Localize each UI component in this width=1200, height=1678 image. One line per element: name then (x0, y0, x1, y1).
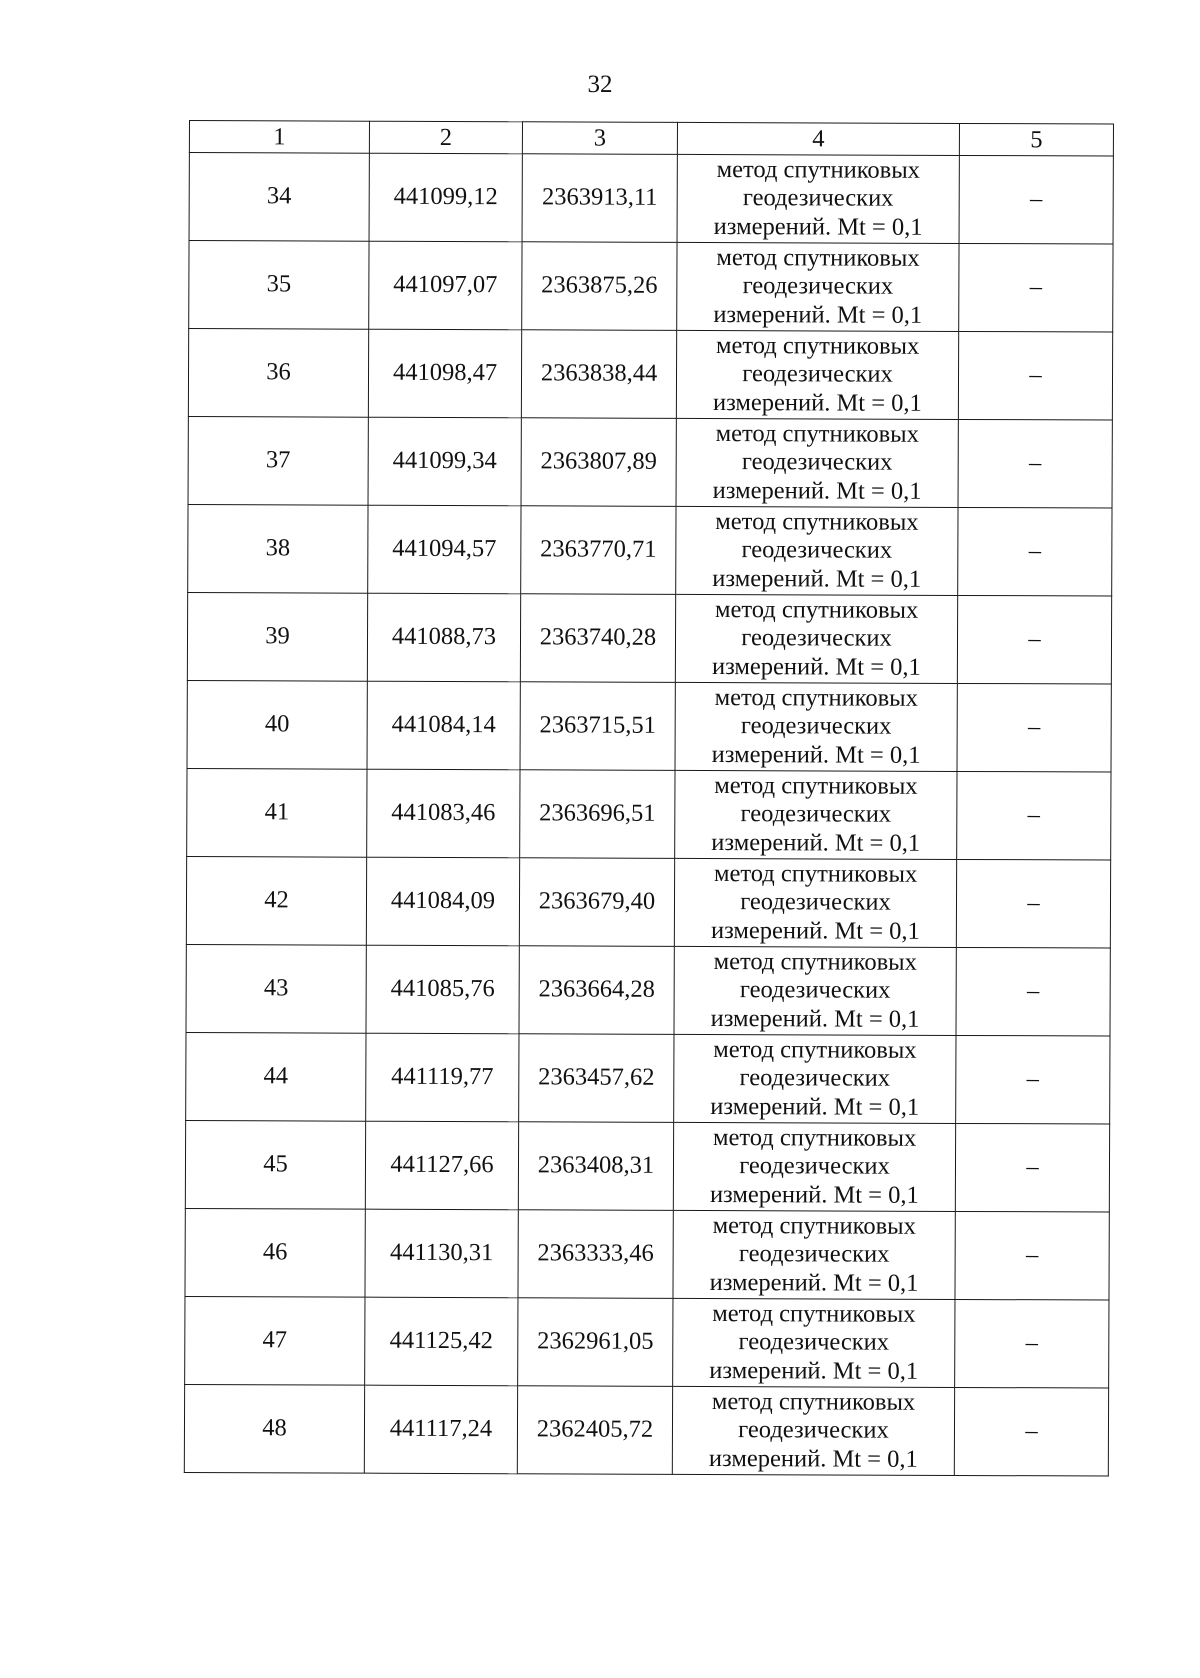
method-cell: метод спутниковых геодезических измерений. Mt = 0,1 (673, 1298, 955, 1387)
table-row (188, 329, 1112, 421)
column-header: 4 (677, 122, 959, 155)
method-cell: метод спутниковых геодезических измерений. Mt = 0,1 (674, 858, 956, 947)
point-number-cell: 39 (187, 592, 367, 681)
x-coordinate-cell: 441119,77 (366, 1033, 519, 1122)
point-number-cell: 44 (186, 1032, 366, 1121)
y-coordinate-cell: 2363740,28 (520, 594, 675, 683)
note-cell: – (958, 419, 1112, 508)
note-cell: – (954, 1387, 1108, 1476)
x-coordinate-cell: 441094,57 (368, 505, 521, 594)
y-coordinate-cell: 2363875,26 (522, 242, 677, 331)
table-row (189, 241, 1113, 333)
table-row (188, 416, 1112, 508)
x-coordinate-cell: 441085,76 (366, 945, 519, 1034)
note-cell: – (958, 331, 1112, 420)
table-row (186, 856, 1110, 948)
note-cell: – (957, 683, 1111, 772)
x-coordinate-cell: 441125,42 (365, 1297, 518, 1386)
table-row (185, 1120, 1109, 1212)
point-number-cell: 41 (187, 768, 367, 857)
x-coordinate-cell: 441097,07 (369, 241, 522, 330)
method-cell: метод спутниковых геодезических измерений. Mt = 0,1 (673, 1122, 955, 1211)
x-coordinate-cell: 441088,73 (367, 593, 520, 682)
y-coordinate-cell: 2363408,31 (518, 1122, 673, 1211)
table-row (187, 592, 1111, 684)
method-cell: метод спутниковых геодезических измерений. Mt = 0,1 (672, 1386, 954, 1475)
y-coordinate-cell: 2363715,51 (520, 682, 675, 771)
table-row (187, 768, 1111, 860)
column-header: 3 (522, 122, 677, 155)
note-cell: – (959, 155, 1113, 244)
point-number-cell: 42 (186, 856, 366, 945)
table-header-row (189, 121, 1113, 157)
method-cell: метод спутниковых геодезических измерений. Mt = 0,1 (675, 594, 957, 683)
point-number-cell: 34 (189, 153, 369, 242)
y-coordinate-cell: 2363770,71 (521, 506, 676, 595)
note-cell: – (957, 771, 1111, 860)
note-cell: – (956, 1035, 1110, 1124)
coordinates-table-container (184, 120, 1113, 1477)
point-number-cell: 46 (185, 1208, 365, 1297)
x-coordinate-cell: 441084,14 (367, 681, 520, 770)
page-number: 32 (587, 71, 613, 98)
x-coordinate-cell: 441099,12 (369, 153, 522, 242)
method-cell: метод спутниковых геодезических измерений. Mt = 0,1 (675, 770, 957, 859)
y-coordinate-cell: 2363664,28 (519, 946, 674, 1035)
y-coordinate-cell: 2363696,51 (520, 770, 675, 859)
table-body (184, 153, 1113, 1477)
note-cell: – (955, 1123, 1109, 1212)
method-cell: метод спутниковых геодезических измерений. Mt = 0,1 (674, 1034, 956, 1123)
note-cell: – (957, 595, 1111, 684)
table-row (187, 680, 1111, 772)
x-coordinate-cell: 441127,66 (365, 1121, 518, 1210)
note-cell: – (959, 243, 1113, 332)
y-coordinate-cell: 2363807,89 (521, 418, 676, 507)
x-coordinate-cell: 441099,34 (368, 417, 521, 506)
point-number-cell: 48 (184, 1384, 364, 1473)
coordinates-table (184, 120, 1114, 1477)
point-number-cell: 38 (188, 504, 368, 593)
y-coordinate-cell: 2362961,05 (518, 1298, 673, 1387)
y-coordinate-cell: 2363913,11 (522, 154, 677, 243)
note-cell: – (956, 947, 1110, 1036)
method-cell: метод спутниковых геодезических измерений. Mt = 0,1 (673, 1210, 955, 1299)
column-header: 1 (189, 121, 369, 154)
table-row (189, 153, 1113, 245)
y-coordinate-cell: 2363457,62 (519, 1034, 674, 1123)
table-row (186, 944, 1110, 1036)
method-cell: метод спутниковых геодезических измерений. Mt = 0,1 (676, 330, 958, 419)
point-number-cell: 43 (186, 944, 366, 1033)
point-number-cell: 47 (185, 1296, 365, 1385)
note-cell: – (958, 507, 1112, 596)
x-coordinate-cell: 441130,31 (365, 1209, 518, 1298)
x-coordinate-cell: 441098,47 (368, 329, 521, 418)
x-coordinate-cell: 441117,24 (364, 1385, 517, 1474)
point-number-cell: 35 (189, 241, 369, 330)
point-number-cell: 36 (188, 329, 368, 418)
note-cell: – (956, 859, 1110, 948)
y-coordinate-cell: 2363333,46 (518, 1210, 673, 1299)
y-coordinate-cell: 2363679,40 (519, 858, 674, 947)
table-row (185, 1208, 1109, 1300)
column-header: 5 (959, 123, 1113, 156)
method-cell: метод спутниковых геодезических измерений. Mt = 0,1 (677, 154, 959, 243)
column-header: 2 (369, 121, 522, 154)
table-row (186, 1032, 1110, 1124)
note-cell: – (955, 1299, 1109, 1388)
note-cell: – (955, 1211, 1109, 1300)
table-row (188, 504, 1112, 596)
y-coordinate-cell: 2362405,72 (517, 1386, 672, 1475)
method-cell: метод спутниковых геодезических измерений. Mt = 0,1 (676, 506, 958, 595)
method-cell: метод спутниковых геодезических измерений. Mt = 0,1 (674, 946, 956, 1035)
method-cell: метод спутниковых геодезических измерений. Mt = 0,1 (676, 418, 958, 507)
table-row (185, 1296, 1109, 1388)
method-cell: метод спутниковых геодезических измерений. Mt = 0,1 (677, 242, 959, 331)
x-coordinate-cell: 441083,46 (367, 769, 520, 858)
point-number-cell: 45 (185, 1120, 365, 1209)
table-row (184, 1384, 1108, 1476)
point-number-cell: 37 (188, 416, 368, 505)
point-number-cell: 40 (187, 680, 367, 769)
y-coordinate-cell: 2363838,44 (521, 330, 676, 419)
x-coordinate-cell: 441084,09 (366, 857, 519, 946)
method-cell: метод спутниковых геодезических измерений. Mt = 0,1 (675, 682, 957, 771)
